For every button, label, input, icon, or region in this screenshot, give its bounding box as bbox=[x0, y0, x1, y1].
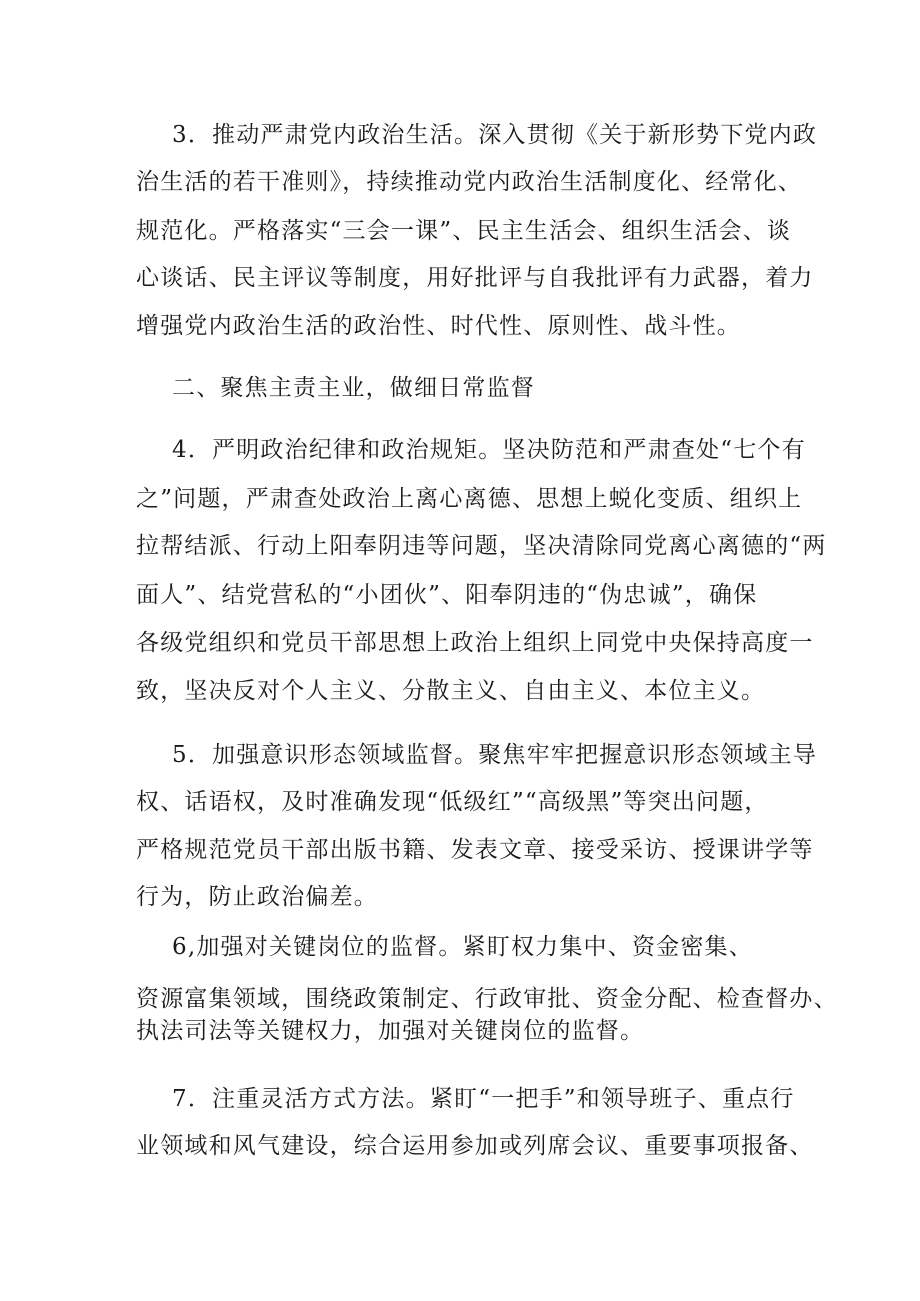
paragraph-3-line-2: 治生活的若干准则》，持续推动党内政治生活制度化、经常化、 bbox=[136, 169, 803, 195]
paragraph-5-line-4: 行为，防止政治偏差。 bbox=[136, 884, 378, 910]
paragraph-7-line-1: 7．注重灵活方式方法。紧盯“一把手”和领导班子、重点行 bbox=[172, 1086, 795, 1112]
paragraph-6-line-2: 资源富集领域，围绕政策制定、行政审批、资金分配、检查督办、 bbox=[136, 986, 838, 1012]
paragraph-3-line-5: 增强党内政治生活的政治性、时代性、原则性、战斗性。 bbox=[136, 313, 741, 339]
paragraph-4-line-2: 之”问题，严肃查处政治上离心离德、思想上蜕化变质、组织上 bbox=[136, 486, 803, 512]
paragraph-3-line-4: 心谈话、民主评议等制度，用好批评与自我批评有力武器，着力 bbox=[136, 265, 814, 291]
paragraph-5-line-1: 5．加强意识形态领域监督。聚焦牢牢把握意识形态领域主导 bbox=[172, 742, 818, 768]
paragraph-5-line-2: 权、话语权，及时准确发现“低级红”“高级黑”等突出问题， bbox=[136, 789, 769, 815]
paragraph-4-line-3: 拉帮结派、行动上阳奉阴违等问题，坚决清除同党离心离德的“两 bbox=[136, 533, 827, 559]
paragraph-3-line-1: 3．推动严肃党内政治生活。深入贯彻《关于新形势下党内政 bbox=[172, 122, 818, 148]
paragraph-4-line-1: 4．严明政治纪律和政治规矩。坚决防范和严肃查处“七个有 bbox=[172, 437, 806, 463]
paragraph-5-line-3: 严格规范党员干部出版书籍、发表文章、接受采访、授课讲学等 bbox=[136, 837, 814, 863]
paragraph-3-line-3: 规范化。严格落实“三会一课”、民主生活会、组织生活会、谈 bbox=[136, 218, 792, 244]
section-heading: 二、聚焦主责主业，做细日常监督 bbox=[172, 375, 535, 401]
paragraph-7-line-2: 业领域和风气建设，综合运用参加或列席会议、重要事项报备、 bbox=[136, 1133, 814, 1159]
paragraph-4-line-5: 各级党组织和党员干部思想上政治上组织上同党中央保持高度一 bbox=[136, 630, 814, 656]
paragraph-4-line-6: 致，坚决反对个人主义、分散主义、自由主义、本位主义。 bbox=[136, 678, 766, 704]
paragraph-6-line-1: 6,加强对关键岗位的监督。紧盯权力集中、资金密集、 bbox=[172, 934, 753, 960]
paragraph-4-line-4: 面人”、结党营私的“小团伙”、阳奉阴违的“伪忠诚”，确保 bbox=[136, 582, 758, 608]
paragraph-6-line-3: 执法司法等关键权力，加强对关键岗位的监督。 bbox=[136, 1018, 645, 1044]
